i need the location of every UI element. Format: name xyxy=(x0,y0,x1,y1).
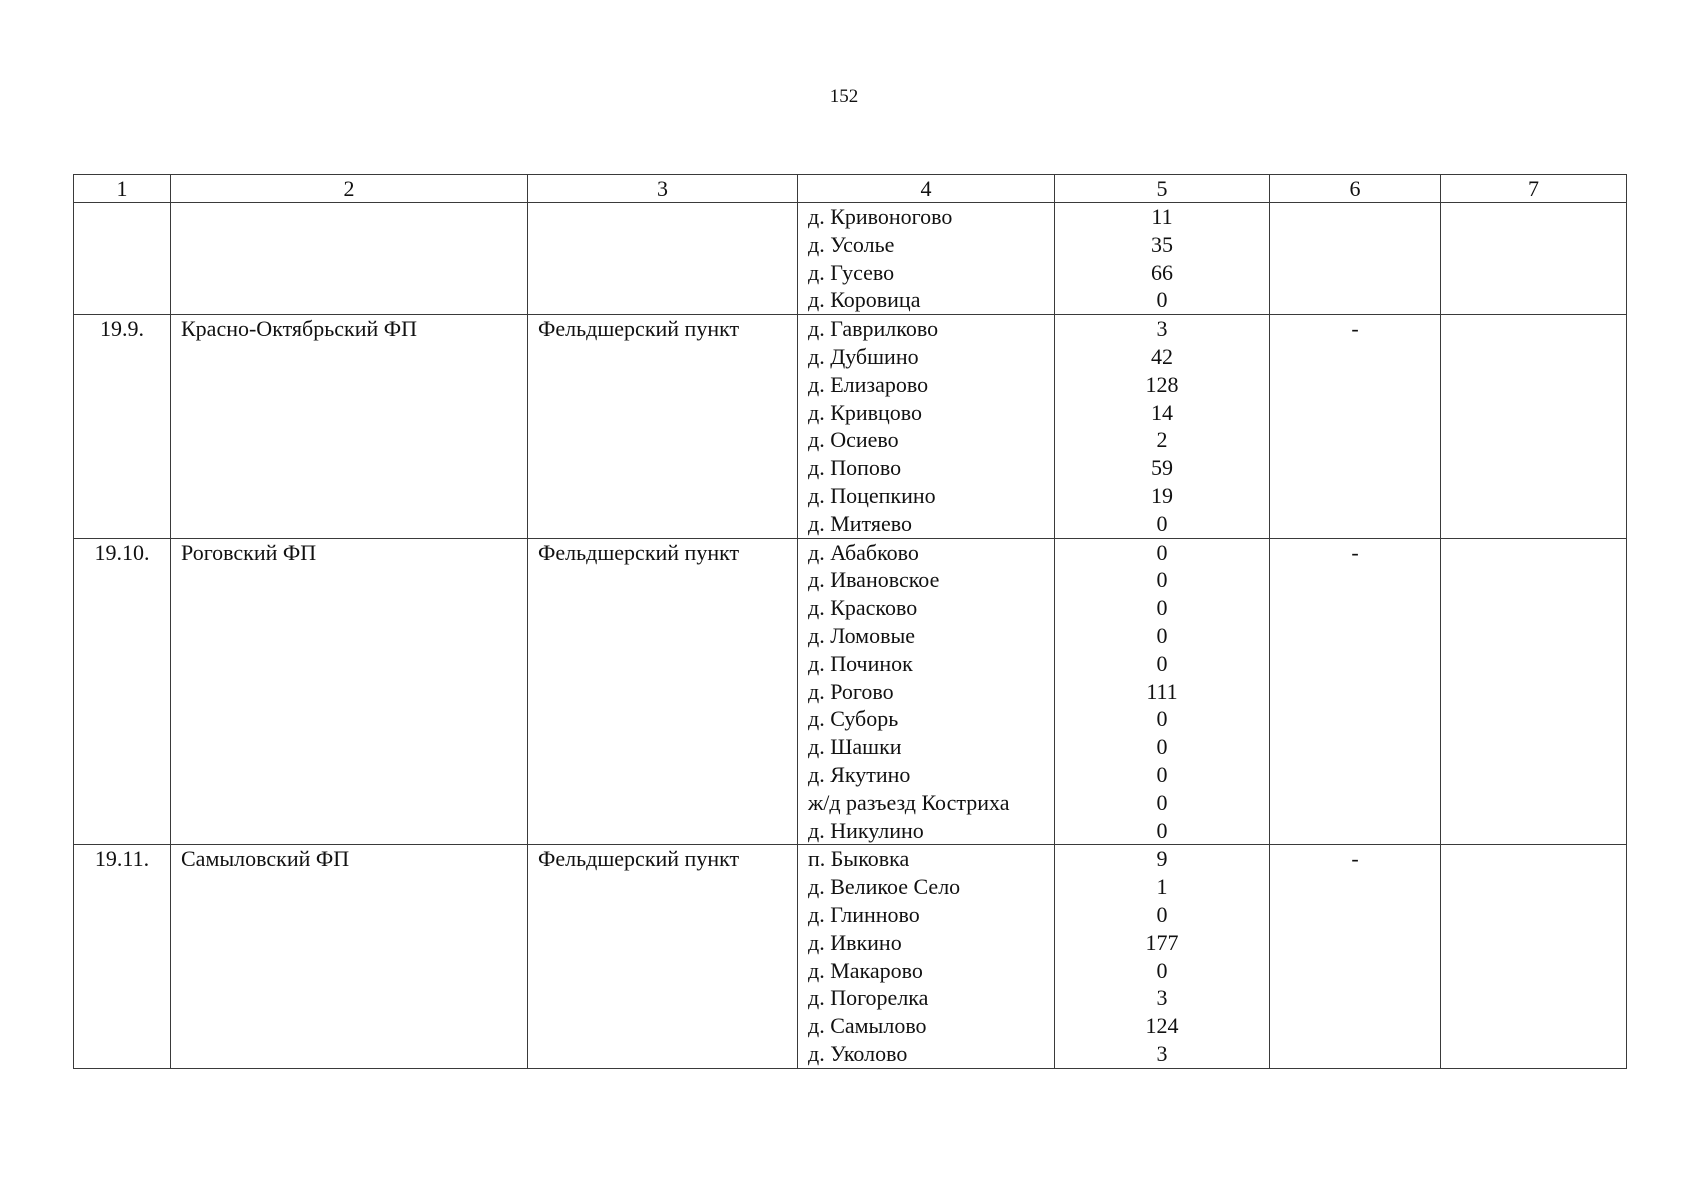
population-count: 14 xyxy=(1151,399,1173,425)
counts-cell xyxy=(1055,315,1270,538)
facility-name-cell xyxy=(171,203,528,315)
population-count: 0 xyxy=(1156,539,1168,565)
settlement-name: д. Митяево xyxy=(808,510,912,536)
settlement-name: п. Быковка xyxy=(808,846,910,872)
population-count: 0 xyxy=(1156,567,1168,593)
settlement-name: д. Якутино xyxy=(808,761,911,787)
settlement-name: д. Гусево xyxy=(808,259,895,285)
population-count: 11 xyxy=(1151,204,1173,229)
settlement-name: д. Никулино xyxy=(808,817,924,843)
population-count: 0 xyxy=(1156,817,1168,843)
column-header: 7 xyxy=(1441,175,1627,203)
facility-name-cell: Самыловский ФП xyxy=(171,845,528,1068)
population-count: 0 xyxy=(1156,761,1168,787)
table-row xyxy=(74,203,1627,315)
facility-type-cell: Фельдшерский пункт xyxy=(528,538,798,845)
population-count: 2 xyxy=(1156,427,1168,453)
table-row xyxy=(74,538,1627,845)
column-7-cell xyxy=(1441,315,1627,538)
population-count: 42 xyxy=(1151,343,1173,369)
population-count: 0 xyxy=(1156,901,1168,927)
population-count: 0 xyxy=(1156,789,1168,815)
settlement-name: д. Гаврилково xyxy=(808,316,939,342)
column-header: 6 xyxy=(1270,175,1441,203)
population-count: 0 xyxy=(1156,595,1168,621)
settlement-name: д. Глинново xyxy=(808,901,920,927)
settlement-name: д. Ивкино xyxy=(808,929,902,955)
settlement-name: д. Макарово xyxy=(808,957,923,983)
settlement-name: д. Ломовые xyxy=(808,622,916,648)
counts-cell xyxy=(1055,203,1270,315)
settlement-name: д. Абабково xyxy=(808,539,919,565)
row-number-cell: 19.11. xyxy=(74,845,171,1068)
settlement-name: д. Починок xyxy=(808,650,913,676)
column-header: 3 xyxy=(528,175,798,203)
row-number-cell: 19.9. xyxy=(74,315,171,538)
population-count: 128 xyxy=(1145,371,1179,397)
population-count: 111 xyxy=(1146,678,1178,704)
population-count: 0 xyxy=(1156,650,1168,676)
column-header: 5 xyxy=(1055,175,1270,203)
facilities-table xyxy=(73,174,1627,1069)
settlement-name: д. Самылово xyxy=(808,1013,927,1039)
table-row xyxy=(74,315,1627,538)
population-count: 0 xyxy=(1156,734,1168,760)
column-7-cell xyxy=(1441,203,1627,315)
facility-type-cell: Фельдшерский пункт xyxy=(528,315,798,538)
settlement-name: д. Кривцово xyxy=(808,399,923,425)
population-count: 124 xyxy=(1145,1013,1179,1039)
settlement-name: д. Рогово xyxy=(808,678,894,704)
population-count: 0 xyxy=(1156,510,1168,536)
column-6-cell: - xyxy=(1270,538,1441,845)
column-6-cell xyxy=(1270,203,1441,315)
column-7-cell xyxy=(1441,538,1627,845)
settlement-name: д. Ивановское xyxy=(808,567,940,593)
population-count: 0 xyxy=(1156,622,1168,648)
counts-cell xyxy=(1055,538,1270,845)
population-count: 59 xyxy=(1151,455,1173,481)
table-row xyxy=(74,845,1627,1068)
population-count: 66 xyxy=(1151,259,1173,285)
settlement-name: д. Кривоногово xyxy=(808,204,953,229)
population-count: 0 xyxy=(1156,957,1168,983)
population-count: 0 xyxy=(1156,287,1168,313)
facility-name-cell: Роговский ФП xyxy=(171,538,528,845)
population-count: 0 xyxy=(1156,706,1168,732)
settlements-cell xyxy=(798,203,1055,315)
settlement-name: д. Великое Село xyxy=(808,874,961,900)
settlement-name: д. Красково xyxy=(808,595,918,621)
facility-name-cell: Красно-Октябрьский ФП xyxy=(171,315,528,538)
facility-type-cell xyxy=(528,203,798,315)
settlement-name: д. Усолье xyxy=(808,231,895,257)
page-number: 152 xyxy=(829,86,859,107)
settlements-cell xyxy=(798,315,1055,538)
counts-cell xyxy=(1055,845,1270,1068)
header-row xyxy=(74,175,1627,203)
settlement-name: д. Погорелка xyxy=(808,985,929,1011)
settlements-cell xyxy=(798,538,1055,845)
column-header: 2 xyxy=(171,175,528,203)
facility-type-cell: Фельдшерский пункт xyxy=(528,845,798,1068)
population-count: 177 xyxy=(1145,929,1179,955)
population-count: 3 xyxy=(1156,985,1168,1011)
column-header: 1 xyxy=(74,175,171,203)
column-7-cell xyxy=(1441,845,1627,1068)
settlement-name: д. Коровица xyxy=(808,287,921,313)
population-count: 35 xyxy=(1151,231,1173,257)
settlement-name: д. Уколово xyxy=(808,1040,908,1066)
settlement-name: д. Дубшино xyxy=(808,343,919,369)
population-count: 3 xyxy=(1156,316,1168,342)
settlement-name: д. Попово xyxy=(808,455,902,481)
row-number-cell: 19.10. xyxy=(74,538,171,845)
column-header: 4 xyxy=(798,175,1055,203)
row-number-cell xyxy=(74,203,171,315)
population-count: 19 xyxy=(1151,482,1173,508)
settlement-name: д. Поцепкино xyxy=(808,482,936,508)
settlement-name: д. Елизарово xyxy=(808,371,929,397)
column-6-cell: - xyxy=(1270,845,1441,1068)
settlement-name: ж/д разъезд Костриха xyxy=(808,789,1010,815)
column-6-cell: - xyxy=(1270,315,1441,538)
settlement-name: д. Осиево xyxy=(808,427,899,453)
settlements-cell xyxy=(798,845,1055,1068)
settlement-name: д. Суборь xyxy=(808,706,899,732)
population-count: 9 xyxy=(1156,846,1168,872)
population-count: 1 xyxy=(1156,874,1168,900)
population-count: 3 xyxy=(1156,1040,1168,1066)
settlement-name: д. Шашки xyxy=(808,734,902,760)
